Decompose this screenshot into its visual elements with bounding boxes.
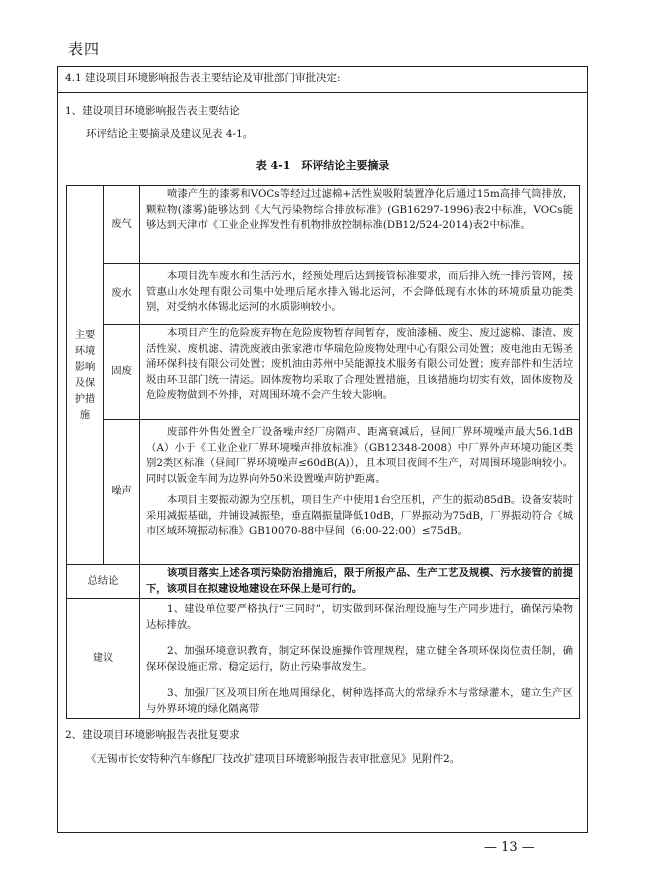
conclusion-text: 该项目落实上述各项污染防治措施后，限于所报产品、生产工艺及规模、污水接管的前提下，该项目在拟建设地建设在环保上是可行的。	[140, 565, 580, 599]
noise-text: 废部件外售处置全厂设备噪声经厂房隔声、距离衰减后，昼间厂界环境噪声最大56.1dB（A）小于《工业企业厂界环境噪声排放标准》（GB12348-2008）中厂界外声环境功能区类别2类区标准（昼间厂界环境噪声≤60dB(A)），且本项目夜间不生产，对周围环境影响较小。同时以钣金车间为边界向外50米设置噪声防护距离。 本项目主要振动源为空压机，项目生产中使用1台空压机，产生的振动85dB。设备安装时采用减振基础，并铺设减振垫，垂直隔振量降低10dB，厂界振动为75dB，厂界振动符合《城市区域环境振动标准》GB10070-88中昼间（6:00-22:00）≤75dB。	[140, 420, 580, 565]
suggestion-list	[140, 599, 580, 719]
category-waste-gas: 废气	[104, 186, 140, 264]
suggestion-item: 2、加强环境意识教育，制定环保设施操作管理规程，建立健全各项环保岗位责任制，确保环保设施正常、稳定运行，防止污染事故发生。	[146, 645, 573, 673]
conclusion-table	[66, 185, 580, 719]
sub2-text: 《无锡市长安特种汽车修配厂技改扩建项目环境影响报告表审批意见》见附件2。	[86, 753, 461, 765]
section-heading: 4.1 建设项目环境影响报告表主要结论及审批部门审批决定:	[65, 72, 341, 84]
table-row	[67, 325, 580, 420]
category-waste-water: 废水	[104, 264, 140, 325]
side-label: 主要 环境 影响 及保 护措 施	[67, 186, 104, 565]
table-row	[67, 565, 580, 599]
table-caption: 表 4-1 环评结论主要摘录	[255, 159, 390, 172]
divider	[58, 92, 587, 93]
solid-waste-text: 本项目产生的危险废弃物在危险废物暂存间暂存，废油漆桶、废尘、废过滤棉、漆渣、废活性炭、废机滤、清洗废液由张家港市华瑞危险废物处理中心有限公司处置；废电池由无锡圣涌环保科技有限公司处置；废机油由苏州中吴能源技术服务有限公司处置；废弃部件和生活垃圾由环卫部门统一清运。固体废物均采取了合理处置措施，且该措施均切实有效，固体废物及危险废物做到不外排，对周围环境不会产生较大影响。	[140, 325, 580, 420]
table-row	[67, 264, 580, 325]
category-solid-waste: 固废	[104, 325, 140, 420]
suggestion-label: 建议	[67, 599, 140, 719]
sub2-heading: 2、建设项目环境影响报告表批复要求	[65, 729, 240, 741]
category-noise: 噪声	[104, 420, 140, 565]
suggestion-item: 3、加强厂区及项目所在地周围绿化，树种选择高大的常绿乔木与常绿灌木，建立生产区与外界环境的绿化隔离带	[146, 687, 573, 715]
waste-water-text: 本项目洗车废水和生活污水，经预处理后达到接管标准要求，而后排入统一排污管网，接管惠山水处理有限公司集中处理后尾水排入锡北运河，不会降低现有水体的环境质量功能类别，对受纳水体锡北运河的水质影响较小。	[140, 264, 580, 325]
sub1-intro: 环评结论主要摘录及建议见表 4-1。	[86, 128, 254, 140]
waste-gas-text: 喷漆产生的漆雾和VOCs等经过过滤棉+活性炭吸附装置净化后通过15m高排气筒排放，颗粒物(漆雾)能够达到《大气污染物综合排放标准》(GB16297-1996)表2中标准，VOCs能够达到天津市《工业企业挥发性有机物排放控制标准(DB12/524-2014)表2中标准。	[140, 186, 580, 264]
conclusion-label: 总结论	[67, 565, 140, 599]
table-row	[67, 420, 580, 565]
page-number: — 13 —	[484, 840, 535, 855]
sub1-heading: 1、建设项目环境影响报告表主要结论	[65, 105, 240, 117]
page-header: 表四	[68, 40, 101, 58]
suggestion-item: 1、建设单位要严格执行“三同时”，切实做到环保治理设施与生产同步进行，确保污染物达标排放。	[146, 603, 573, 631]
form-frame	[57, 66, 588, 833]
table-row	[67, 599, 580, 719]
table-row	[67, 186, 580, 264]
